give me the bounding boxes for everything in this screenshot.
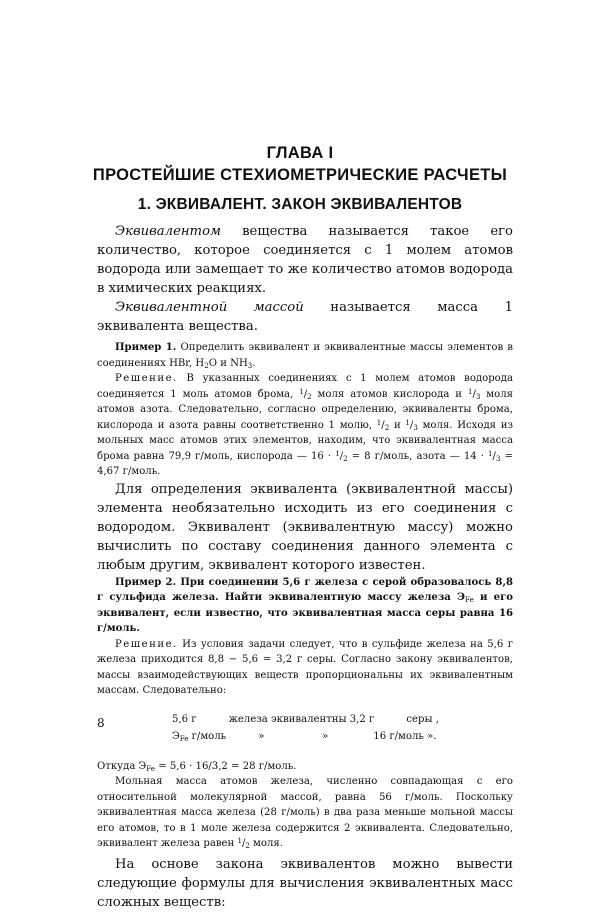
chapter-label: ГЛАВА I (266, 144, 334, 162)
example-1-label: Пример 1. (115, 342, 177, 353)
example-2-label: Пример 2. (115, 576, 177, 588)
chapter-heading (0, 142, 600, 186)
definition-equivalent-mass: Эквивалентной массой называется масса 1 эквивалента вещества. (97, 300, 513, 334)
solution-2: Решение. Из условия задачи следует, что в сульфиде железа на 5,6 г железа приходится 8,8 − 5,6 = 3,2 г серы. Согласно закону эквивалентов, массы взаимодействующих веществ пропорциональны их эквивалентным массам. Следовательно: (97, 638, 513, 696)
body-text (97, 222, 513, 912)
page-number: 8 (97, 716, 105, 730)
chapter-title: ПРОСТЕЙШИЕ СТЕХИОМЕТРИЧЕСКИЕ РАСЧЕТЫ (92, 166, 508, 184)
term-equivalent: Эквивалентом (115, 224, 221, 239)
paragraph-iron-equivalent: Мольная масса атомов железа, численно совпадающая с его относительной молекулярной массой, равна 56 г/моль. Поскольку эквивалентная масса железа (28 г/моль) в два раза меньше мольной массы его атомов, то в 1 моле железа содержится 2 эквивалента. Следовательно, эквивалент железа равен $^1/_2$ моля. (97, 776, 513, 850)
example-1: Пример 1. Определить эквивалент и эквивалентные массы элементов в соединениях HBr, $H_2O$ и $NH_3$. (97, 342, 513, 370)
proportion-row-2: $Э_{Fe}$ г/моль » » 16 г/моль ». (172, 730, 437, 743)
solution-1: Решение. В указанных соединениях с 1 молем атомов водорода соединяется 1 моль атомов брома, $^1/_2$ моля атомов кислорода и $^1/_3$ моля атомов азота. Следовательно, согласно определению, эквиваленты брома, кислорода и азота равны соответственно 1 молю, $^1/_2$ и $^1/_3$ моля. Исходя из мольных масс атомов этих элементов, находим, что эквивалентная масса брома равна 79,9 г/моль, кислорода — $16 \cdot ^1/_2 = 8$ г/моль, азота — $14 \cdot ^1/_3 = 4,67$ г/моль. (97, 373, 514, 477)
definition-equivalent: Эквивалентом вещества называется такое его количество, которое соединяется с 1 молем атомов водорода или замещает то же количество атомов водорода в химических реакциях. (97, 224, 513, 296)
result-line: Откуда $Э_{Fe} = 5,6 \cdot 16/3,2 = 28$ г/моль. (97, 760, 297, 773)
proportion-row-1: 5,6 г железа эквивалентны 3,2 г серы , (172, 713, 439, 725)
proportion-block (172, 711, 513, 745)
solution-1-label: Решение. (115, 373, 178, 384)
section-title: 1. ЭКВИВАЛЕНТ. ЗАКОН ЭКВИВАЛЕНТОВ (137, 196, 463, 213)
paragraph-formulas-intro: На основе закона эквивалентов можно вывести следующие формулы для вычисления эквивалентных масс сложных веществ: (97, 856, 513, 910)
example-2: Пример 2. При соединении 5,6 г железа с серой образовалось 8,8 г сульфида железа. Найти эквивалентную массу железа $Э_{Fe}$ и его эквивалент, если известно, что эквивалентная масса серы равна 16 г/моль. (97, 576, 514, 634)
paragraph-equivalent-determination: Для определения эквивалента (эквивалентной массы) элемента необязательно исходить из его соединения с водородом. Эквивалент (эквивалентную массу) можно вычислить по составу соединения данного элемента с любым другим, эквивалент которого известен. (97, 481, 513, 573)
term-equivalent-mass: Эквивалентной массой (115, 300, 304, 315)
solution-2-label: Решение. (115, 638, 178, 650)
